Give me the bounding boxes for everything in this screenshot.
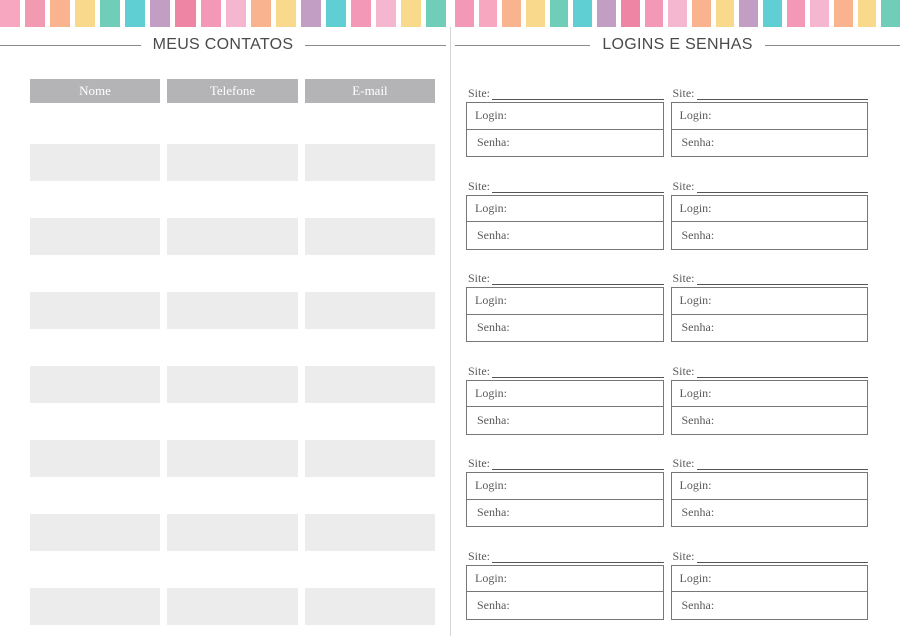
site-underline[interactable] — [492, 192, 663, 193]
color-stripe-right — [455, 0, 900, 27]
login-field[interactable] — [467, 196, 663, 223]
contact-name-field[interactable] — [30, 514, 160, 551]
password-label: Senha: — [681, 412, 715, 427]
color-swatch — [50, 0, 70, 27]
login-entry — [466, 169, 664, 262]
header-rule — [0, 45, 141, 46]
login-label: Login: — [475, 385, 507, 400]
password-label: Senha: — [477, 412, 510, 427]
login-entry — [466, 261, 664, 354]
contact-phone-field[interactable] — [167, 514, 298, 551]
password-label: Senha: — [477, 227, 510, 242]
site-label: Site: — [468, 548, 491, 563]
login-field[interactable] — [672, 566, 868, 593]
color-swatch — [100, 0, 120, 27]
contact-name-field[interactable] — [30, 588, 160, 625]
login-label: Login: — [679, 385, 712, 400]
site-underline[interactable] — [492, 562, 663, 563]
color-swatch — [326, 0, 346, 27]
site-label: Site: — [468, 363, 491, 378]
contacts-table-header — [30, 79, 435, 103]
login-label: Login: — [679, 293, 712, 308]
color-swatch — [75, 0, 95, 27]
site-underline[interactable] — [697, 99, 868, 100]
login-entry — [466, 539, 664, 632]
password-field[interactable] — [467, 500, 663, 527]
login-label: Login: — [679, 200, 712, 215]
contact-name-field[interactable] — [30, 144, 160, 181]
site-line — [671, 446, 869, 472]
color-swatch — [573, 0, 592, 27]
contact-email-field[interactable] — [305, 292, 435, 329]
login-field[interactable] — [467, 103, 663, 130]
color-swatch — [150, 0, 170, 27]
login-row — [466, 354, 868, 447]
contact-name-field[interactable] — [30, 218, 160, 255]
login-row — [466, 446, 868, 539]
color-swatch — [401, 0, 421, 27]
login-label: Login: — [679, 570, 712, 585]
password-label: Senha: — [477, 135, 510, 150]
contact-phone-field[interactable] — [167, 292, 298, 329]
password-label: Senha: — [477, 320, 510, 335]
color-swatch — [668, 0, 687, 27]
password-field[interactable] — [672, 315, 868, 342]
color-swatch — [787, 0, 806, 27]
password-label: Senha: — [681, 320, 715, 335]
table-row — [30, 440, 435, 477]
site-underline[interactable] — [697, 192, 868, 193]
login-entry — [466, 354, 664, 447]
color-swatch — [858, 0, 877, 27]
credentials-box — [466, 195, 664, 250]
color-swatch — [0, 0, 20, 27]
credentials-box — [466, 380, 664, 435]
color-swatch — [25, 0, 45, 27]
contact-email-field[interactable] — [305, 588, 435, 625]
color-swatch — [201, 0, 221, 27]
color-swatch — [376, 0, 396, 27]
contacts-table — [30, 79, 435, 625]
login-field[interactable] — [467, 381, 663, 408]
site-label: Site: — [468, 178, 491, 193]
color-swatch — [645, 0, 664, 27]
login-label: Login: — [475, 570, 507, 585]
contact-email-field[interactable] — [305, 144, 435, 181]
color-swatch — [226, 0, 246, 27]
credentials-box — [671, 287, 869, 342]
credentials-box — [671, 472, 869, 527]
color-swatch — [834, 0, 853, 27]
site-line — [671, 169, 869, 195]
site-label: Site: — [672, 271, 695, 285]
color-swatch — [881, 0, 900, 27]
color-swatch — [597, 0, 616, 27]
color-swatch — [455, 0, 474, 27]
site-underline[interactable] — [492, 469, 663, 470]
site-label: Site: — [672, 548, 695, 563]
site-line — [466, 354, 664, 380]
password-field[interactable] — [672, 592, 868, 619]
color-swatch — [251, 0, 271, 27]
login-label: Login: — [475, 478, 507, 493]
login-field[interactable] — [672, 196, 868, 223]
login-row — [466, 261, 868, 354]
contact-phone-field[interactable] — [167, 218, 298, 255]
site-label: Site: — [468, 456, 491, 470]
color-swatch — [716, 0, 735, 27]
login-field[interactable] — [467, 566, 663, 593]
credentials-box — [466, 565, 664, 620]
login-entry — [671, 261, 869, 354]
password-label: Senha: — [477, 505, 510, 520]
login-entry — [466, 76, 664, 169]
table-row — [30, 292, 435, 329]
password-field[interactable] — [672, 407, 868, 434]
login-entry — [671, 76, 869, 169]
color-swatch — [426, 0, 446, 27]
color-swatch — [621, 0, 640, 27]
color-stripe-left — [0, 0, 446, 27]
login-entry — [671, 539, 869, 632]
site-underline[interactable] — [492, 377, 663, 378]
credentials-box — [466, 102, 664, 157]
password-label: Senha: — [681, 597, 715, 612]
site-underline[interactable] — [697, 284, 868, 285]
login-field[interactable] — [672, 473, 868, 500]
logins-title: LOGINS E SENHAS — [602, 36, 753, 53]
credentials-box — [466, 287, 664, 342]
table-row — [30, 514, 435, 551]
color-swatch — [479, 0, 498, 27]
site-label: Site: — [672, 178, 695, 193]
login-entry — [671, 354, 869, 447]
login-label: Login: — [475, 200, 507, 215]
color-swatch — [125, 0, 145, 27]
credentials-box — [671, 380, 869, 435]
site-line — [466, 169, 664, 195]
login-entry — [466, 446, 664, 539]
password-label: Senha: — [681, 505, 715, 520]
color-swatch — [301, 0, 321, 27]
login-row — [466, 169, 868, 262]
password-field[interactable] — [467, 592, 663, 619]
credentials-box — [671, 102, 869, 157]
login-entry — [671, 169, 869, 262]
credentials-box — [671, 565, 869, 620]
color-swatch — [175, 0, 195, 27]
login-label: Login: — [679, 108, 712, 123]
contact-phone-field[interactable] — [167, 440, 298, 477]
site-label: Site: — [468, 271, 491, 285]
password-field[interactable] — [467, 222, 663, 249]
contact-phone-field[interactable] — [167, 144, 298, 181]
password-label: Senha: — [477, 597, 510, 612]
site-label: Site: — [468, 86, 491, 100]
site-line — [671, 76, 869, 102]
color-swatch — [550, 0, 569, 27]
column-header-name: Nome — [30, 79, 160, 103]
contact-name-field[interactable] — [30, 440, 160, 477]
login-field[interactable] — [467, 473, 663, 500]
password-field[interactable] — [672, 130, 868, 157]
color-swatch — [526, 0, 545, 27]
password-field[interactable] — [467, 407, 663, 434]
site-underline[interactable] — [492, 284, 663, 285]
logins-grid — [466, 76, 868, 631]
contact-name-field[interactable] — [30, 366, 160, 403]
site-line — [671, 354, 869, 380]
header-rule — [305, 45, 446, 46]
color-swatch — [739, 0, 758, 27]
contact-email-field[interactable] — [305, 514, 435, 551]
password-label: Senha: — [681, 135, 715, 150]
contact-name-field[interactable] — [30, 292, 160, 329]
password-field[interactable] — [467, 130, 663, 157]
site-line — [671, 261, 869, 287]
login-field[interactable] — [467, 288, 663, 315]
site-underline[interactable] — [697, 562, 868, 563]
site-label: Site: — [672, 86, 695, 100]
login-field[interactable] — [672, 103, 868, 130]
contacts-title: MEUS CONTATOS — [152, 36, 294, 53]
site-line — [466, 446, 664, 472]
table-row — [30, 366, 435, 403]
password-field[interactable] — [672, 222, 868, 249]
site-underline[interactable] — [492, 99, 663, 100]
contact-phone-field[interactable] — [167, 366, 298, 403]
column-header-email: E-mail — [305, 79, 435, 103]
login-entry — [671, 446, 869, 539]
color-swatch — [502, 0, 521, 27]
logins-header — [455, 33, 900, 57]
site-line — [466, 76, 664, 102]
header-rule — [765, 45, 900, 46]
color-swatch — [692, 0, 711, 27]
table-row — [30, 144, 435, 181]
password-field[interactable] — [672, 500, 868, 527]
site-label: Site: — [672, 456, 695, 470]
login-row — [466, 539, 868, 632]
password-label: Senha: — [681, 227, 715, 242]
contact-email-field[interactable] — [305, 366, 435, 403]
site-line — [466, 261, 664, 287]
login-field[interactable] — [672, 381, 868, 408]
page-divider — [450, 27, 451, 636]
credentials-box — [671, 195, 869, 250]
login-label: Login: — [475, 293, 507, 308]
login-label: Login: — [475, 108, 507, 123]
table-row — [30, 588, 435, 625]
color-swatch — [810, 0, 829, 27]
password-field[interactable] — [467, 315, 663, 342]
color-swatch — [763, 0, 782, 27]
column-header-phone: Telefone — [167, 79, 298, 103]
site-label: Site: — [672, 363, 695, 378]
color-swatch — [351, 0, 371, 27]
login-label: Login: — [679, 478, 712, 493]
contacts-header — [0, 33, 446, 57]
contacts-table-body — [30, 144, 435, 625]
credentials-box — [466, 472, 664, 527]
site-line — [671, 539, 869, 565]
contact-phone-field[interactable] — [167, 588, 298, 625]
site-line — [466, 539, 664, 565]
header-rule — [455, 45, 590, 46]
login-row — [466, 76, 868, 169]
login-field[interactable] — [672, 288, 868, 315]
contact-email-field[interactable] — [305, 218, 435, 255]
contact-email-field[interactable] — [305, 440, 435, 477]
site-underline[interactable] — [697, 469, 868, 470]
table-row — [30, 218, 435, 255]
site-underline[interactable] — [697, 377, 868, 378]
color-swatch — [276, 0, 296, 27]
